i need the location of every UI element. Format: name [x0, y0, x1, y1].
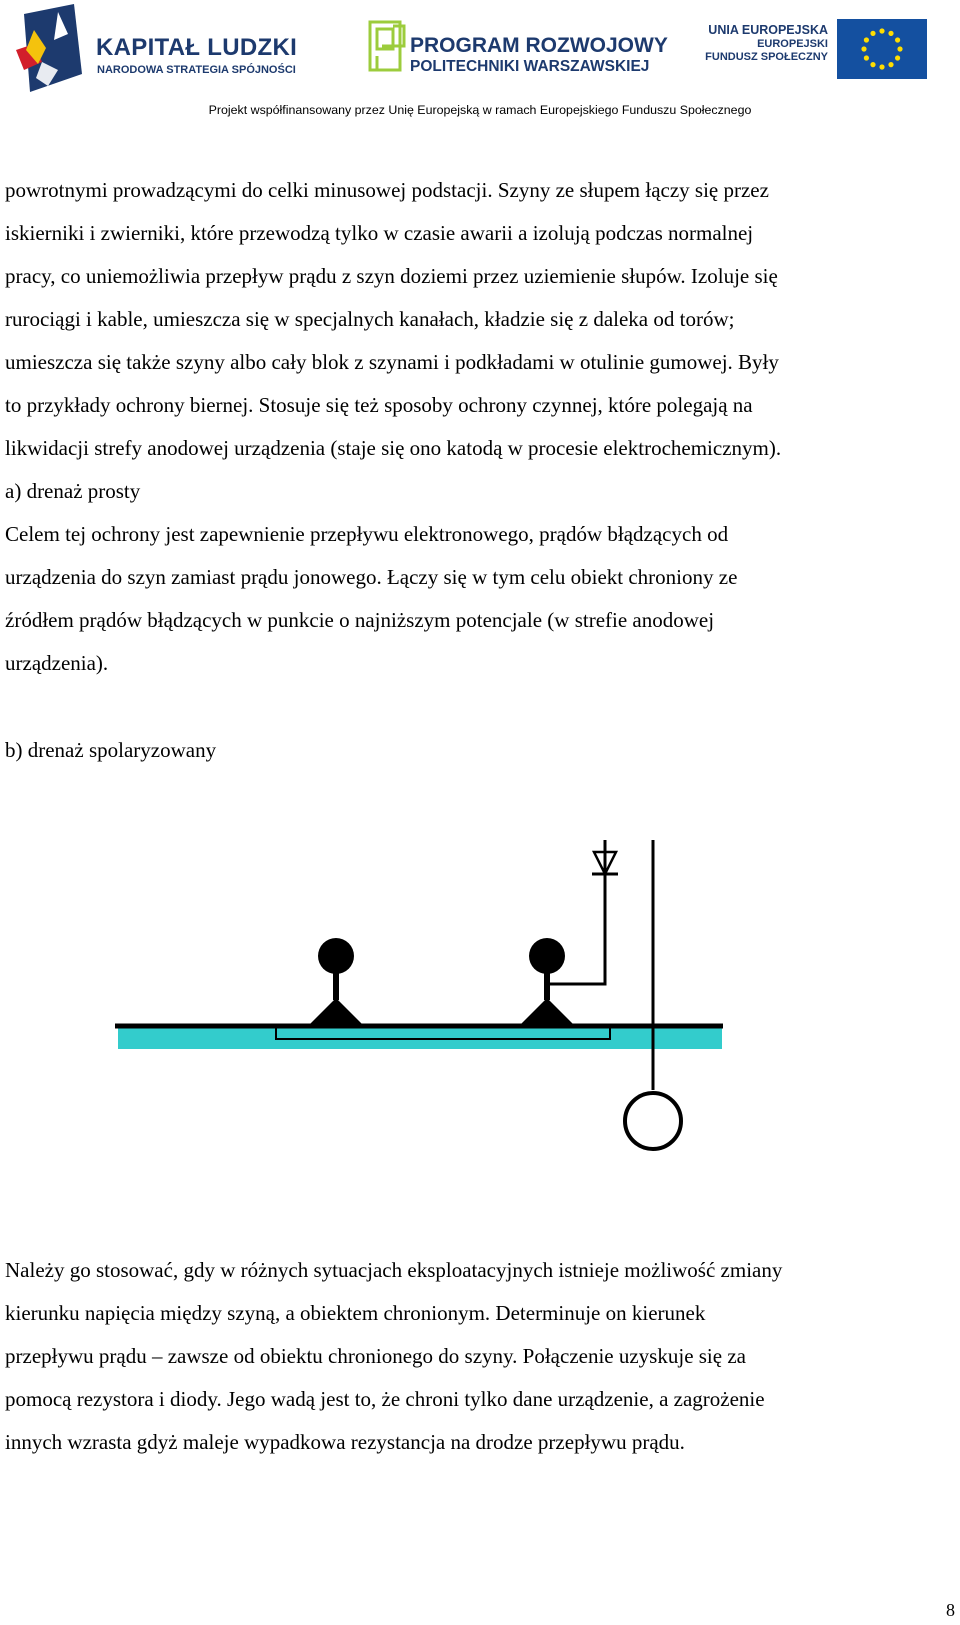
- eu-line1: UNIA EUROPEJSKA: [708, 23, 828, 37]
- eu-line3: FUNDUSZ SPOŁECZNY: [705, 51, 828, 63]
- page-number: 8: [946, 1600, 955, 1620]
- text-line: przepływu prądu – zawsze od obiektu chronionego do szyny. Połączenie uzyskuje się za: [5, 1344, 746, 1368]
- kapital-ludzki-emblem-icon: [12, 4, 92, 94]
- text-line: pomocą rezystora i diody. Jego wadą jest to, że chroni tylko dane urządzenie, a zagrożenie: [5, 1387, 765, 1411]
- text-line: Należy go stosować, gdy w różnych sytuacjach eksploatacyjnych istnieje możliwość zmiany: [5, 1258, 783, 1282]
- text-line: iskierniki i zwierniki, które przewodzą tylko w czasie awarii a izolują podczas normalnej: [5, 221, 754, 245]
- text-line: Celem tej ochrony jest zapewnienie przepływu elektronowego, prądów błądzących od: [5, 522, 729, 546]
- protected-object-circle: [625, 1093, 681, 1149]
- paragraph-passive-active-protection: [5, 169, 781, 685]
- text-line: pracy, co uniemożliwia przepływ prądu z szyn doziemi przez uziemienie słupów. Izoluje się: [5, 264, 778, 288]
- connection-wire: [549, 840, 653, 1090]
- eu-line2: EUROPEJSKI: [757, 38, 828, 50]
- funding-note: Projekt współfinansowany przez Unię Europejską w ramach Europejskiego Funduszu Społecznego: [208, 103, 752, 117]
- eu-flag-icon: [837, 19, 927, 79]
- text-line: umieszcza się także szyny albo cały blok z szynami i podkładami w otulinie gumowej. Były: [5, 350, 779, 374]
- text-line: źródłem prądów błądzących w punkcie o najniższym potencjale (w strefie anodowej: [5, 608, 715, 632]
- rail-right: [521, 938, 573, 1024]
- program-rozwojowy-line1: PROGRAM ROZWOJOWY: [410, 34, 668, 57]
- eu-logo: [700, 22, 940, 92]
- kapital-ludzki-logo: [12, 4, 312, 94]
- heading-b: b) drenaż spolaryzowany: [5, 738, 217, 762]
- rail-left: [310, 938, 362, 1024]
- heading-a: a) drenaż prosty: [5, 479, 141, 503]
- text-line: urządzenia).: [5, 651, 109, 675]
- polarized-drainage-diagram: [110, 840, 760, 1200]
- kapital-ludzki-subtitle: NARODOWA STRATEGIA SPÓJNOŚCI: [97, 64, 296, 76]
- text-line: powrotnymi prowadzącymi do celki minusowej podstacji. Szyny ze słupem łączy się przez: [5, 178, 769, 202]
- kapital-ludzki-title: KAPITAŁ LUDZKI: [96, 34, 298, 61]
- text-line: innych wzrasta gdyż maleje wypadkowa rezystancja na drodze przepływu prądu.: [5, 1430, 685, 1454]
- text-line: kierunku napięcia między szyną, a obiektem chronionym. Determinuje on kierunek: [5, 1301, 706, 1325]
- text-line: urządzenia do szyn zamiast prądu jonowego. Łączy się w tym celu obiekt chroniony ze: [5, 565, 738, 589]
- program-rozwojowy-line2: POLITECHNIKI WARSZAWSKIEJ: [410, 58, 650, 75]
- eu-logo-text: [700, 22, 828, 64]
- text-line: rurociągi i kable, umieszcza się w specjalnych kanałach, kładzie się z daleka od torów;: [5, 307, 735, 331]
- text-line: likwidacji strefy anodowej urządzenia (staje się ono katodą w procesie elektrochemicznym).: [5, 436, 782, 460]
- paragraph-polarized-drainage: [5, 1249, 782, 1464]
- program-rozwojowy-logo: [368, 18, 668, 88]
- text-line: to przykłady ochrony biernej. Stosuje się też sposoby ochrony czynnej, które polegają na: [5, 393, 753, 417]
- ballast-strip: [118, 1025, 722, 1049]
